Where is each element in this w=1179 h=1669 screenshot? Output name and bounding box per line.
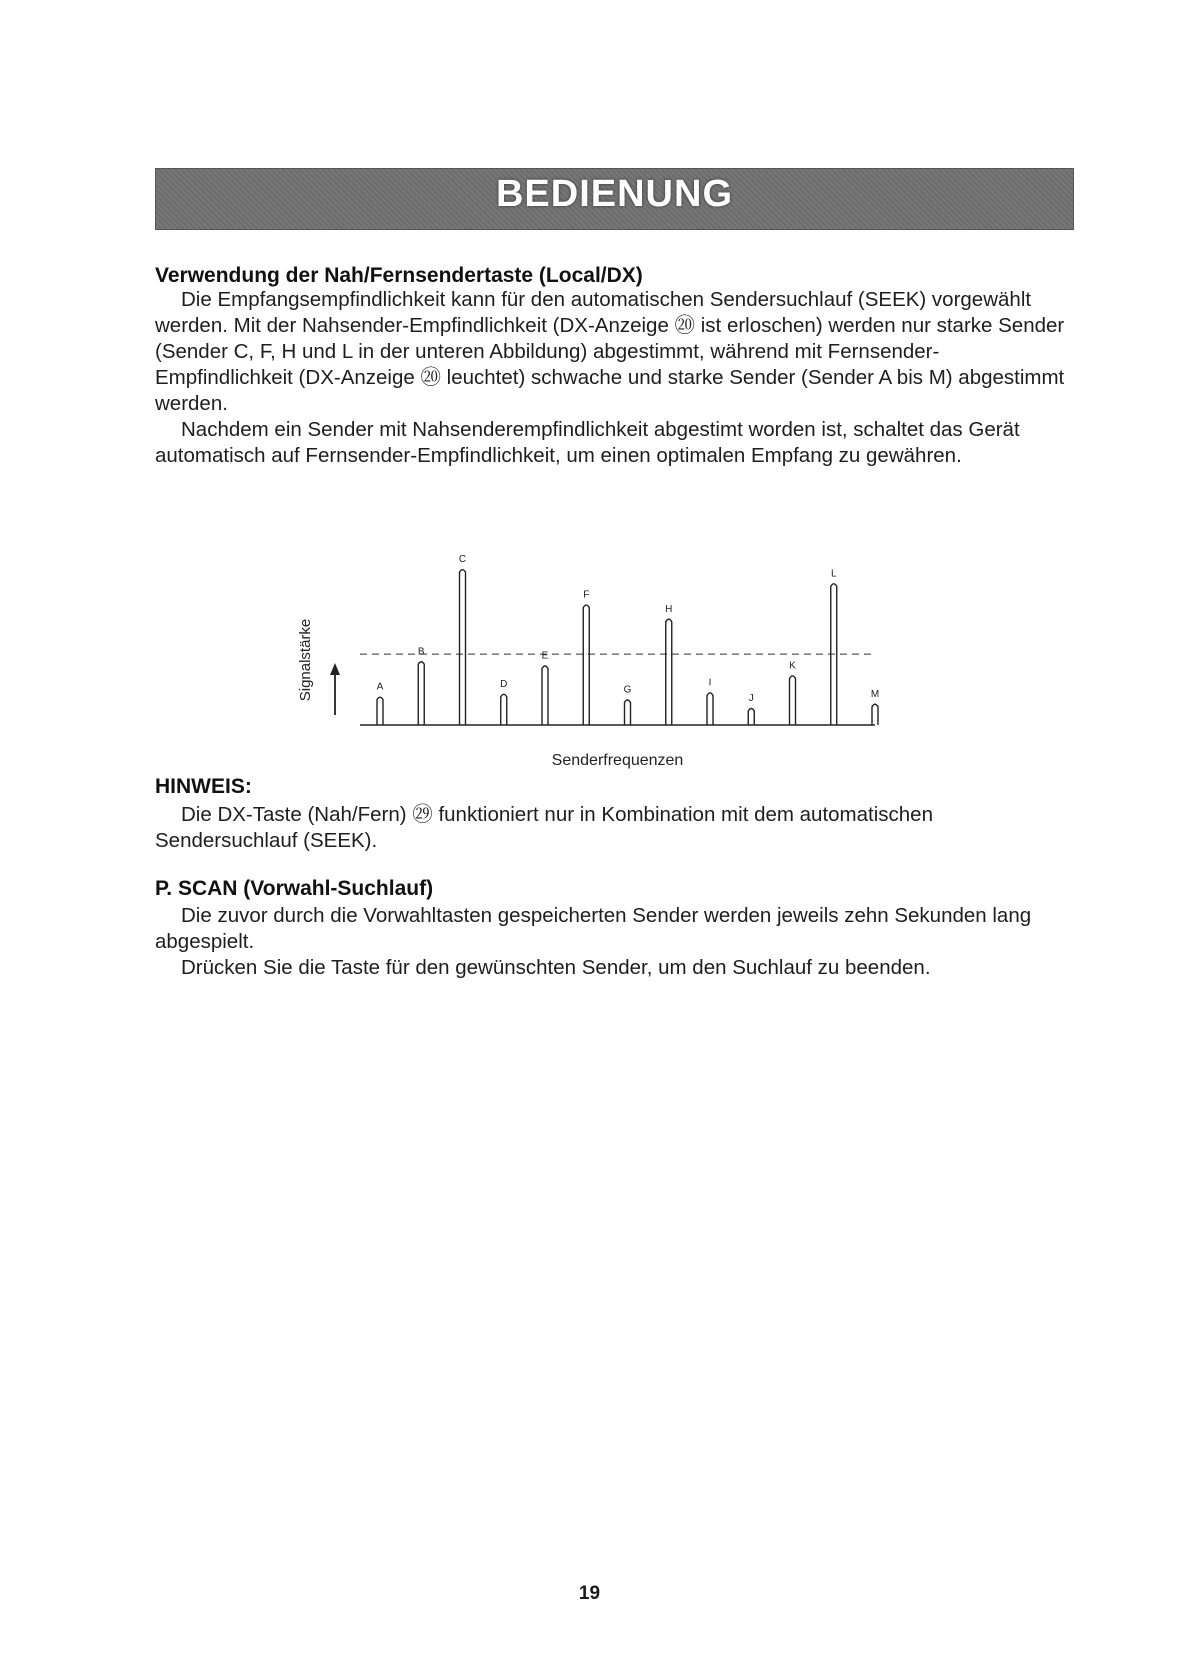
paragraph: Die zuvor durch die Vorwahltasten gespeicherten Sender werden jeweils zehn Sekunden lang abgespielt. (155, 904, 1032, 953)
page-title: BEDIENUNG (495, 173, 734, 215)
bar-h (666, 619, 672, 725)
hinweis-body (155, 802, 1075, 854)
bar-label-a: A (376, 681, 384, 693)
bar-label-j: J (748, 693, 754, 704)
bar-i (707, 693, 713, 725)
bar-label-h: H (665, 603, 673, 615)
header-banner (155, 168, 1074, 230)
paragraph: Drücken Sie die Taste für den gewünschten Sender, um den Suchlauf zu beenden. (181, 956, 931, 979)
bar-j (748, 709, 754, 726)
bar-label-m: M (870, 688, 880, 700)
signal-strength-diagram (297, 545, 920, 785)
paragraph: Nachdem ein Sender mit Nahsenderempfindlichkeit abgestimt worden ist, schaltet das Gerät automatisch auf Fernsender-Empfindlichkeit, um einen optimalen Empfang zu gewähren. (155, 418, 1020, 467)
page-number: 19 (578, 1583, 601, 1604)
bar-f (583, 605, 589, 725)
y-axis-label: Signalstärke (297, 618, 314, 702)
bar-label-f: F (583, 589, 590, 601)
bar-label-i: I (708, 677, 712, 689)
bar-b (418, 662, 424, 725)
bar-k (790, 676, 796, 725)
paragraph: Die DX-Taste (Nah/Fern) ㉙ funktioniert nur in Kombination mit dem automatischen Sendersuchlauf (SEEK). (155, 803, 933, 852)
bar-label-k: K (789, 660, 796, 672)
bar-d (501, 694, 507, 725)
paragraph: Die Empfangsempfindlichkeit kann für den automatischen Sendersuchlauf (SEEK) vorgewählt werden. Mit der Nahsender-Empfindlichkeit (DX-Anzeige ⑳ ist erloschen) werden nur starke Sender (Sender C, F, H und L in der unteren Abbildung) abgestimmt, während mit Fernsender-Empfindlichkeit (DX-Anzeige ⑳ leuchtet) schwache und starke Sender (Sender A bis M) abgestimmt werden. (155, 288, 1065, 415)
signal-chart (297, 545, 920, 785)
section-heading-pscan: P. SCAN (Vorwahl-Suchlauf) (155, 877, 434, 900)
bar-label-e: E (541, 650, 549, 662)
section-heading-local-dx: Verwendung der Nah/Fernsendertaste (Local/DX) (155, 264, 643, 287)
bar-label-b: B (417, 646, 425, 658)
bar-a (377, 697, 383, 725)
section-heading-hinweis: HINWEIS: (155, 775, 252, 798)
section-body-local-dx (155, 287, 1075, 469)
bar-c (460, 570, 466, 725)
bar-m (872, 704, 878, 725)
bar-label-c: C (458, 554, 467, 566)
y-axis-arrow-head (330, 663, 340, 675)
bar-e (542, 666, 548, 725)
bar-label-l: L (830, 568, 837, 580)
bar-g (625, 700, 631, 725)
bar-label-d: D (500, 678, 508, 690)
x-axis-label: Senderfrequenzen (551, 752, 684, 769)
section-body-pscan (155, 903, 1075, 981)
bar-label-g: G (623, 684, 632, 696)
